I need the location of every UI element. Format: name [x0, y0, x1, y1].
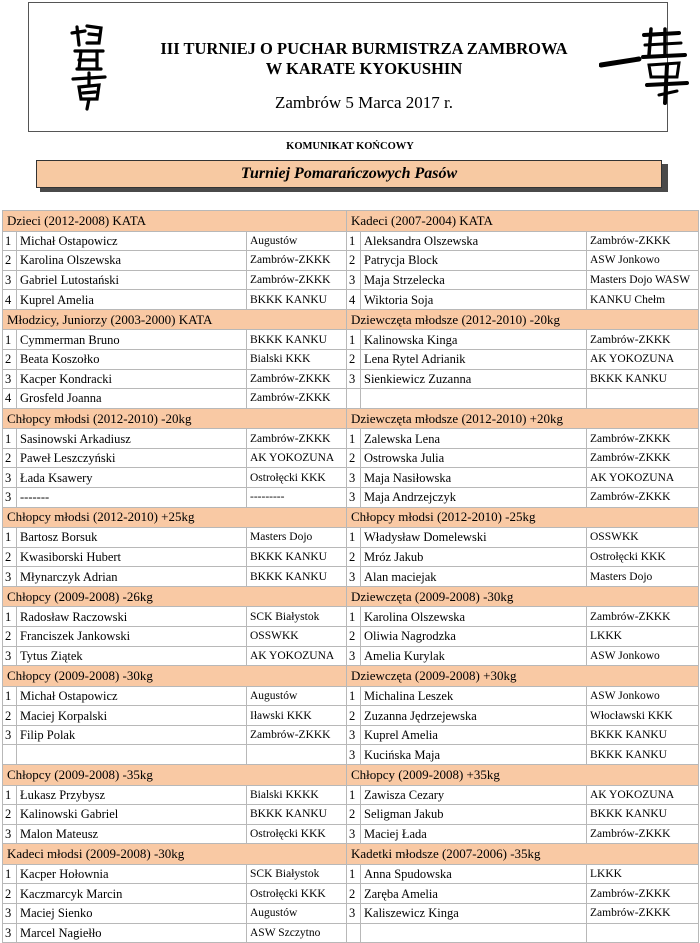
result-row — [3, 884, 699, 904]
club-cell: Zambrów-ZKKK — [587, 607, 699, 627]
result-row — [3, 231, 699, 251]
result-row — [3, 389, 699, 409]
club-cell: BKKK KANKU — [247, 290, 347, 310]
club-cell — [587, 389, 699, 409]
tournament-banner: Turniej Pomarańczowych Pasów — [36, 160, 662, 188]
category-header-row — [3, 666, 699, 687]
club-cell: Bialski KKK — [247, 349, 347, 369]
club-cell: Zambrów-ZKKK — [587, 231, 699, 251]
competitor-name-cell: Radosław Raczowski — [17, 607, 247, 627]
competitor-name-cell: Łukasz Przybysz — [17, 785, 247, 805]
club-cell: Zambrów-ZKKK — [247, 389, 347, 409]
competitor-name-cell: Kaliszewicz Kinga — [361, 904, 587, 924]
place-cell: 1 — [3, 864, 17, 884]
club-cell: BKKK KANKU — [587, 745, 699, 765]
place-cell: 1 — [3, 785, 17, 805]
place-cell: 4 — [347, 290, 361, 310]
competitor-name-cell: Michał Ostapowicz — [17, 686, 247, 706]
competitor-name-cell: ------- — [17, 488, 247, 508]
result-row — [3, 923, 699, 943]
place-cell: 3 — [3, 567, 17, 587]
result-row — [3, 805, 699, 825]
competitor-name-cell: Seligman Jakub — [361, 805, 587, 825]
competitor-name-cell: Zawisza Cezary — [361, 785, 587, 805]
competitor-name-cell: Michał Ostapowicz — [17, 231, 247, 251]
competitor-name-cell: Lena Rytel Adrianik — [361, 349, 587, 369]
place-cell — [3, 745, 17, 765]
place-cell: 1 — [347, 607, 361, 627]
competitor-name-cell: Zaręba Amelia — [361, 884, 587, 904]
result-row — [3, 646, 699, 666]
category-title-right: Dziewczęta (2009-2008) +30kg — [347, 666, 699, 687]
place-cell — [347, 389, 361, 409]
place-cell: 3 — [3, 904, 17, 924]
place-cell: 3 — [347, 824, 361, 844]
results-table — [2, 210, 699, 943]
competitor-name-cell: Cymmerman Bruno — [17, 330, 247, 350]
club-cell: BKKK KANKU — [587, 369, 699, 389]
place-cell: 2 — [347, 706, 361, 726]
competitor-name-cell: Franciszek Jankowski — [17, 627, 247, 647]
competitor-name-cell: Kacper Kondracki — [17, 369, 247, 389]
category-title-left: Młodzicy, Juniorzy (2003-2000) KATA — [3, 309, 347, 330]
category-header-row — [3, 211, 699, 232]
club-cell: Zambrów-ZKKK — [247, 369, 347, 389]
place-cell: 2 — [3, 349, 17, 369]
place-cell: 3 — [3, 923, 17, 943]
competitor-name-cell: Karolina Olszewska — [361, 607, 587, 627]
club-cell: LKKK — [587, 627, 699, 647]
club-cell: SCK Białystok — [247, 607, 347, 627]
result-row — [3, 528, 699, 548]
result-row — [3, 251, 699, 271]
competitor-name-cell: Beata Koszołko — [17, 349, 247, 369]
place-cell: 3 — [347, 745, 361, 765]
club-cell: Zambrów-ZKKK — [587, 448, 699, 468]
club-cell: Włocławski KKK — [587, 706, 699, 726]
place-cell: 2 — [347, 251, 361, 271]
category-title-right: Dziewczęta młodsze (2012-2010) -20kg — [347, 309, 699, 330]
club-cell: OSSWKK — [247, 627, 347, 647]
competitor-name-cell: Władysław Domelewski — [361, 528, 587, 548]
club-cell: Zambrów-ZKKK — [587, 824, 699, 844]
result-row — [3, 567, 699, 587]
result-row — [3, 725, 699, 745]
competitor-name-cell: Paweł Leszczyński — [17, 448, 247, 468]
place-cell: 2 — [3, 706, 17, 726]
competitor-name-cell: Maja Nasiłowska — [361, 468, 587, 488]
competitor-name-cell: Młynarczyk Adrian — [17, 567, 247, 587]
place-cell: 1 — [347, 528, 361, 548]
result-row — [3, 904, 699, 924]
category-title-right: Kadeci (2007-2004) KATA — [347, 211, 699, 232]
place-cell: 3 — [347, 567, 361, 587]
place-cell: 2 — [347, 349, 361, 369]
competitor-name-cell: Mróz Jakub — [361, 547, 587, 567]
competitor-name-cell: Kuprel Amelia — [361, 725, 587, 745]
category-header-row — [3, 844, 699, 865]
competitor-name-cell: Kacper Hołownia — [17, 864, 247, 884]
place-cell: 2 — [347, 547, 361, 567]
competitor-name-cell: Grosfeld Joanna — [17, 389, 247, 409]
club-cell: Bialski KKKK — [247, 785, 347, 805]
category-title-right: Chłopcy (2009-2008) +35kg — [347, 765, 699, 786]
club-cell: BKKK KANKU — [247, 805, 347, 825]
place-cell: 1 — [347, 330, 361, 350]
result-row — [3, 785, 699, 805]
place-cell: 3 — [3, 468, 17, 488]
result-row — [3, 369, 699, 389]
place-cell: 1 — [347, 864, 361, 884]
competitor-name-cell: Wiktoria Soja — [361, 290, 587, 310]
place-cell: 1 — [347, 231, 361, 251]
club-cell: ASW Jonkowo — [587, 251, 699, 271]
competitor-name-cell: Maciej Sienko — [17, 904, 247, 924]
competitor-name-cell: Kucińska Maja — [361, 745, 587, 765]
result-row — [3, 349, 699, 369]
results-body — [3, 211, 699, 943]
competitor-name-cell: Kuprel Amelia — [17, 290, 247, 310]
competitor-name-cell: Amelia Kurylak — [361, 646, 587, 666]
place-cell: 3 — [3, 725, 17, 745]
competitor-name-cell: Kalinowska Kinga — [361, 330, 587, 350]
club-cell: LKKK — [587, 864, 699, 884]
result-row — [3, 686, 699, 706]
place-cell: 3 — [3, 369, 17, 389]
kyokushin-kanji-icon — [69, 21, 109, 111]
club-cell: ASW Jonkowo — [587, 686, 699, 706]
result-row — [3, 448, 699, 468]
category-title-right: Kadetki młodsze (2007-2006) -35kg — [347, 844, 699, 865]
tournament-date: Zambrów 5 Marca 2017 r. — [275, 93, 453, 112]
place-cell: 2 — [3, 251, 17, 271]
club-cell: Augustów — [247, 686, 347, 706]
club-cell: AK YOKOZUNA — [587, 785, 699, 805]
category-title-left: Dzieci (2012-2008) KATA — [3, 211, 347, 232]
place-cell: 1 — [3, 528, 17, 548]
place-cell: 2 — [3, 884, 17, 904]
club-cell: BKKK KANKU — [587, 725, 699, 745]
competitor-name-cell: Kaczmarcyk Marcin — [17, 884, 247, 904]
result-row — [3, 745, 699, 765]
club-cell: AK YOKOZUNA — [587, 349, 699, 369]
club-cell: ASW Jonkowo — [587, 646, 699, 666]
club-cell: Zambrów-ZKKK — [247, 270, 347, 290]
club-cell: AK YOKOZUNA — [247, 646, 347, 666]
place-cell: 2 — [347, 805, 361, 825]
competitor-name-cell: Kwasiborski Hubert — [17, 547, 247, 567]
place-cell: 1 — [3, 429, 17, 449]
tournament-title-line2: W KARATE KYOKUSHIN — [265, 59, 463, 78]
category-header-row — [3, 309, 699, 330]
club-cell: Ostrołęcki KKK — [247, 884, 347, 904]
competitor-name-cell: Łada Ksawery — [17, 468, 247, 488]
competitor-name-cell — [17, 745, 247, 765]
club-cell: BKKK KANKU — [587, 805, 699, 825]
club-cell: Zambrów-ZKKK — [587, 488, 699, 508]
result-row — [3, 488, 699, 508]
place-cell: 3 — [3, 824, 17, 844]
result-row — [3, 330, 699, 350]
result-row — [3, 607, 699, 627]
result-row — [3, 864, 699, 884]
category-title-right: Dziewczęta młodsze (2012-2010) +20kg — [347, 408, 699, 429]
club-cell: Masters Dojo — [247, 528, 347, 548]
category-title-left: Chłopcy młodsi (2012-2010) -20kg — [3, 408, 347, 429]
place-cell: 2 — [3, 448, 17, 468]
competitor-name-cell: Zuzanna Jędrzejewska — [361, 706, 587, 726]
category-header-row — [3, 586, 699, 607]
club-cell: OSSWKK — [587, 528, 699, 548]
place-cell: 2 — [347, 448, 361, 468]
place-cell: 1 — [3, 686, 17, 706]
competitor-name-cell: Bartosz Borsuk — [17, 528, 247, 548]
competitor-name-cell: Marcel Nagiełło — [17, 923, 247, 943]
place-cell: 1 — [3, 607, 17, 627]
place-cell: 2 — [3, 627, 17, 647]
club-cell: SCK Białystok — [247, 864, 347, 884]
place-cell: 1 — [3, 231, 17, 251]
competitor-name-cell: Kalinowski Gabriel — [17, 805, 247, 825]
club-cell — [247, 745, 347, 765]
place-cell: 1 — [347, 429, 361, 449]
club-cell: Zambrów-ZKKK — [587, 884, 699, 904]
competitor-name-cell: Oliwia Nagrodzka — [361, 627, 587, 647]
club-cell: Zambrów-ZKKK — [247, 725, 347, 745]
club-cell: Ostrołęcki KKK — [247, 468, 347, 488]
club-cell: Ostrołęcki KKK — [247, 824, 347, 844]
place-cell: 2 — [3, 805, 17, 825]
club-cell: Zambrów-ZKKK — [247, 251, 347, 271]
place-cell: 3 — [347, 488, 361, 508]
club-cell: Augustów — [247, 231, 347, 251]
category-header-row — [3, 765, 699, 786]
place-cell: 1 — [347, 785, 361, 805]
place-cell: 3 — [347, 904, 361, 924]
category-title-left: Chłopcy (2009-2008) -35kg — [3, 765, 347, 786]
category-title-left: Chłopcy (2009-2008) -26kg — [3, 586, 347, 607]
place-cell: 1 — [3, 330, 17, 350]
competitor-name-cell: Sasinowski Arkadiusz — [17, 429, 247, 449]
competitor-name-cell — [361, 389, 587, 409]
competitor-name-cell: Maja Andrzejczyk — [361, 488, 587, 508]
club-cell: --------- — [247, 488, 347, 508]
club-cell: Iławski KKK — [247, 706, 347, 726]
club-cell: BKKK KANKU — [247, 567, 347, 587]
competitor-name-cell: Zalewska Lena — [361, 429, 587, 449]
place-cell: 1 — [347, 686, 361, 706]
place-cell: 2 — [347, 627, 361, 647]
competitor-name-cell: Maciej Łada — [361, 824, 587, 844]
club-cell: KANKU Chełm — [587, 290, 699, 310]
club-cell: BKKK KANKU — [247, 330, 347, 350]
category-title-left: Chłopcy (2009-2008) -30kg — [3, 666, 347, 687]
club-cell: Zambrów-ZKKK — [587, 904, 699, 924]
category-title-right: Chłopcy młodsi (2012-2010) -25kg — [347, 507, 699, 528]
geki-kanji-icon — [599, 25, 694, 105]
result-row — [3, 290, 699, 310]
place-cell: 3 — [347, 646, 361, 666]
result-row — [3, 627, 699, 647]
competitor-name-cell: Patrycja Block — [361, 251, 587, 271]
club-cell: Masters Dojo WASW — [587, 270, 699, 290]
place-cell: 3 — [3, 488, 17, 508]
category-header-row — [3, 507, 699, 528]
category-title-right: Dziewczęta (2009-2008) -30kg — [347, 586, 699, 607]
place-cell: 2 — [347, 884, 361, 904]
club-cell: Masters Dojo — [587, 567, 699, 587]
club-cell: ASW Szczytno — [247, 923, 347, 943]
club-cell: BKKK KANKU — [247, 547, 347, 567]
competitor-name-cell: Karolina Olszewska — [17, 251, 247, 271]
final-communique-label: KOMUNIKAT KOŃCOWY — [286, 141, 414, 152]
tournament-title-line1: III TURNIEJ O PUCHAR BURMISTRZA ZAMBROWA — [160, 39, 568, 58]
club-cell: Zambrów-ZKKK — [587, 330, 699, 350]
club-cell: AK YOKOZUNA — [587, 468, 699, 488]
competitor-name-cell: Sienkiewicz Zuzanna — [361, 369, 587, 389]
result-row — [3, 547, 699, 567]
competitor-name-cell — [361, 923, 587, 943]
category-title-left: Chłopcy młodsi (2012-2010) +25kg — [3, 507, 347, 528]
competitor-name-cell: Anna Spudowska — [361, 864, 587, 884]
result-row — [3, 706, 699, 726]
place-cell: 3 — [347, 468, 361, 488]
place-cell: 3 — [347, 369, 361, 389]
competitor-name-cell: Malon Mateusz — [17, 824, 247, 844]
header-box — [28, 2, 668, 132]
competitor-name-cell: Michalina Leszek — [361, 686, 587, 706]
result-row — [3, 270, 699, 290]
club-cell: Ostrołęcki KKK — [587, 547, 699, 567]
competitor-name-cell: Aleksandra Olszewska — [361, 231, 587, 251]
result-row — [3, 468, 699, 488]
competitor-name-cell: Filip Polak — [17, 725, 247, 745]
competitor-name-cell: Ostrowska Julia — [361, 448, 587, 468]
competitor-name-cell: Tytus Ziątek — [17, 646, 247, 666]
competitor-name-cell: Maciej Korpalski — [17, 706, 247, 726]
club-cell: Zambrów-ZKKK — [587, 429, 699, 449]
club-cell: Augustów — [247, 904, 347, 924]
club-cell: AK YOKOZUNA — [247, 448, 347, 468]
club-cell: Zambrów-ZKKK — [247, 429, 347, 449]
club-cell — [587, 923, 699, 943]
place-cell: 2 — [3, 547, 17, 567]
place-cell: 3 — [347, 725, 361, 745]
place-cell — [347, 923, 361, 943]
result-row — [3, 824, 699, 844]
place-cell: 3 — [3, 646, 17, 666]
place-cell: 4 — [3, 389, 17, 409]
category-header-row — [3, 408, 699, 429]
result-row — [3, 429, 699, 449]
category-title-left: Kadeci młodsi (2009-2008) -30kg — [3, 844, 347, 865]
place-cell: 4 — [3, 290, 17, 310]
competitor-name-cell: Gabriel Lutostański — [17, 270, 247, 290]
competitor-name-cell: Alan maciejak — [361, 567, 587, 587]
place-cell: 3 — [347, 270, 361, 290]
competitor-name-cell: Maja Strzelecka — [361, 270, 587, 290]
place-cell: 3 — [3, 270, 17, 290]
